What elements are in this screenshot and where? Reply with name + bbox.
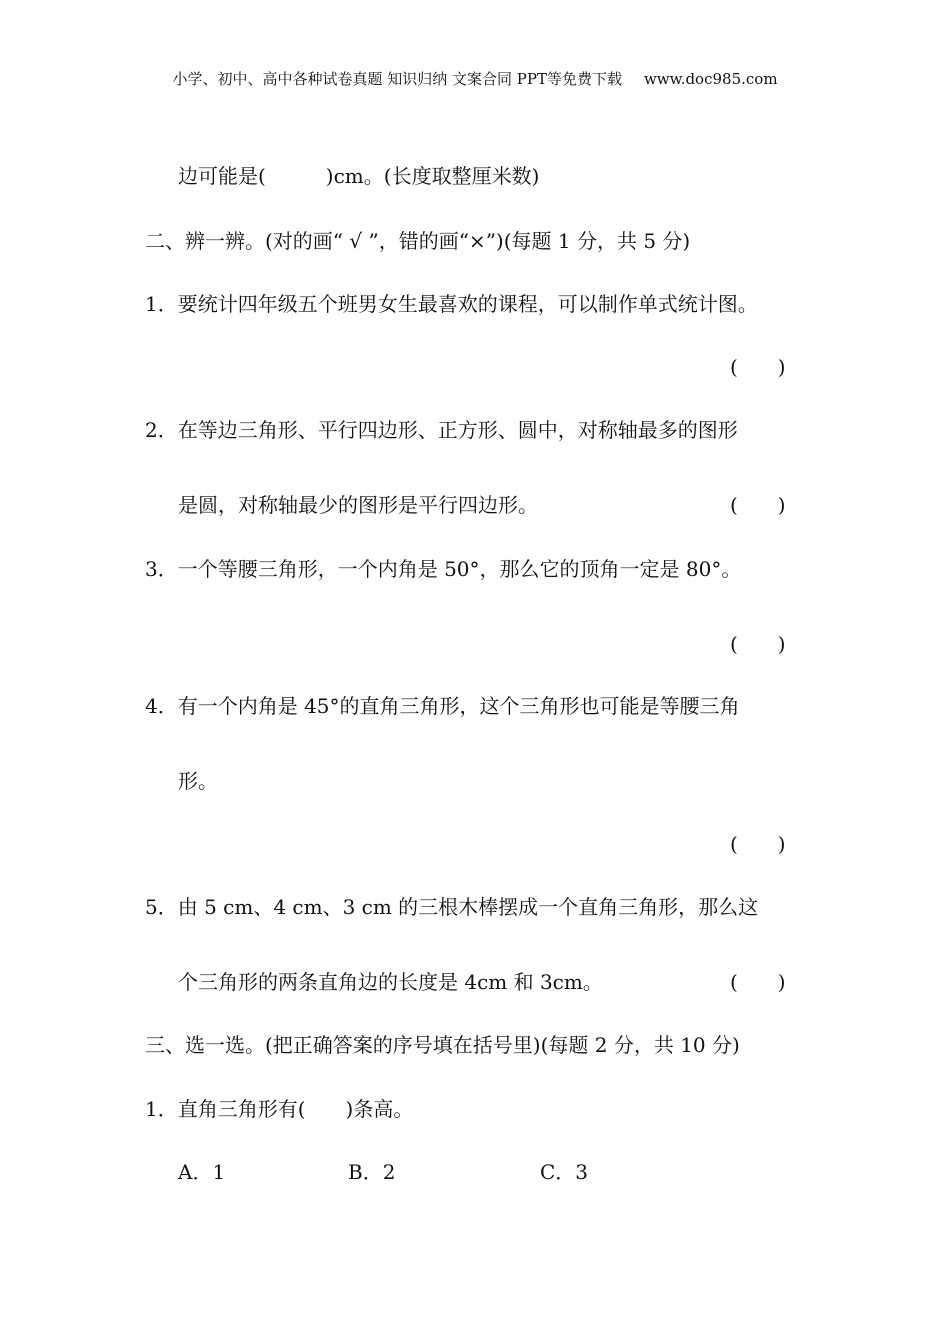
s2-q3-line1: 3．一个等腰三角形，一个内角是 50°，那么它的顶角一定是 80°。: [145, 557, 742, 581]
s3-q1-option-c: C．3: [540, 1160, 589, 1184]
section2-title: 二、辨一辨。(对的画“ √ ”，错的画“×”)(每题 1 分，共 5 分): [145, 229, 691, 253]
s2-q5-line1: 5．由 5 cm、4 cm、3 cm 的三根木棒摆成一个直角三角形，那么这: [145, 895, 759, 919]
s2-q3-answer-paren[interactable]: ( ): [730, 632, 786, 656]
s2-q2-answer-paren[interactable]: ( ): [730, 493, 786, 517]
s2-q5-answer-paren[interactable]: ( ): [730, 970, 786, 994]
s2-q5-line2: 个三角形的两条直角边的长度是 4cm 和 3cm。: [178, 970, 603, 994]
carryover-line: 边可能是( )cm。(长度取整厘米数): [178, 164, 540, 188]
header-site: www.doc985.com: [643, 70, 778, 88]
s2-q4-line2: 形。: [178, 769, 218, 793]
s2-q4-answer-paren[interactable]: ( ): [730, 832, 786, 856]
s2-q1-line1: 1．要统计四年级五个班男女生最喜欢的课程，可以制作单式统计图。: [145, 292, 758, 316]
s2-q1-answer-paren[interactable]: ( ): [730, 355, 786, 379]
header-text: 小学、初中、高中各种试卷真题 知识归纳 文案合同 PPT等免费下载: [172, 70, 622, 88]
s2-q2-line2: 是圆，对称轴最少的图形是平行四边形。: [178, 493, 538, 517]
s2-q4-line1: 4．有一个内角是 45°的直角三角形，这个三角形也可能是等腰三角: [145, 694, 740, 718]
s2-q2-line1: 2．在等边三角形、平行四边形、正方形、圆中，对称轴最多的图形: [145, 418, 738, 442]
section3-title: 三、选一选。(把正确答案的序号填在括号里)(每题 2 分，共 10 分): [145, 1033, 740, 1057]
s3-q1-option-b: B．2: [348, 1160, 396, 1184]
s3-q1-option-a: A．1: [178, 1160, 226, 1184]
page-header: [0, 68, 950, 89]
s3-q1-stem: 1．直角三角形有( )条高。: [145, 1097, 414, 1121]
